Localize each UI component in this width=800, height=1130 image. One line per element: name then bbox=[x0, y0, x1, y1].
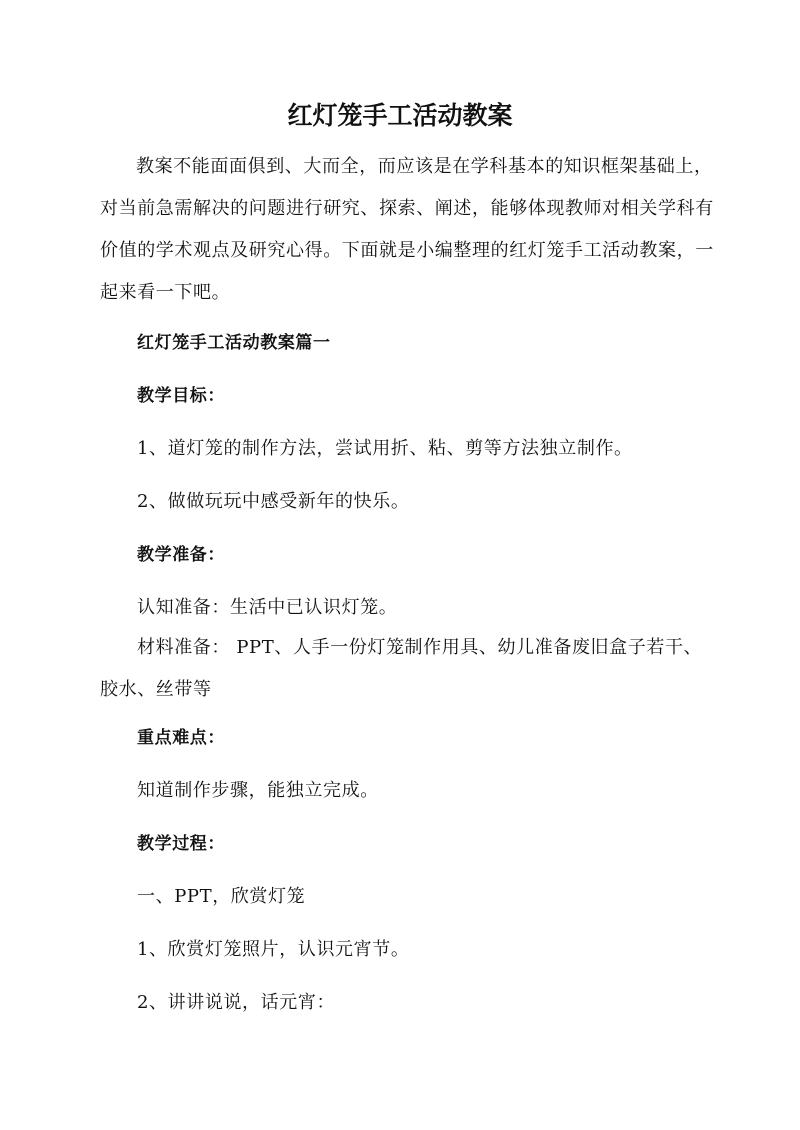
prep-cognitive: 认知准备：生活中已认识灯笼。 bbox=[137, 597, 398, 618]
document-title: 红灯笼手工活动教案 bbox=[287, 101, 513, 130]
goals-heading: 教学目标： bbox=[137, 386, 225, 406]
prep-materials-line-1: 材料准备： PPT、人手一份灯笼制作用具、幼儿准备废旧盒子若干、 bbox=[137, 637, 703, 658]
intro-paragraph: 教案不能面面俱到、大而全，而应该是在学科基本的知识框架基础上，对当前急需解决的问题进行研究、探索、阐述，能够体现教师对相关学科有价值的学术观点及研究心得。下面就是小编整理的红灯笼手工活动教案，一起来看一下吧。 bbox=[100, 156, 714, 303]
process-step-1-1: 1、欣赏灯笼照片，认识元宵节。 bbox=[137, 939, 410, 960]
goal-item-2: 2、做做玩玩中感受新年的快乐。 bbox=[137, 491, 410, 512]
process-step-1: 一、PPT，欣赏灯笼 bbox=[137, 886, 306, 907]
key-heading: 重点难点： bbox=[137, 728, 225, 748]
prep-heading: 教学准备： bbox=[137, 545, 225, 565]
process-step-1-2: 2、讲讲说说，话元宵： bbox=[137, 992, 336, 1013]
process-heading: 教学过程： bbox=[137, 834, 225, 854]
section-title: 红灯笼手工活动教案篇一 bbox=[137, 333, 331, 353]
prep-materials-line-2: 胶水、丝带等 bbox=[100, 679, 212, 700]
goal-item-1: 1、道灯笼的制作方法，尝试用折、粘、剪等方法独立制作。 bbox=[137, 438, 633, 459]
key-text: 知道制作步骤，能独立完成。 bbox=[137, 780, 379, 801]
